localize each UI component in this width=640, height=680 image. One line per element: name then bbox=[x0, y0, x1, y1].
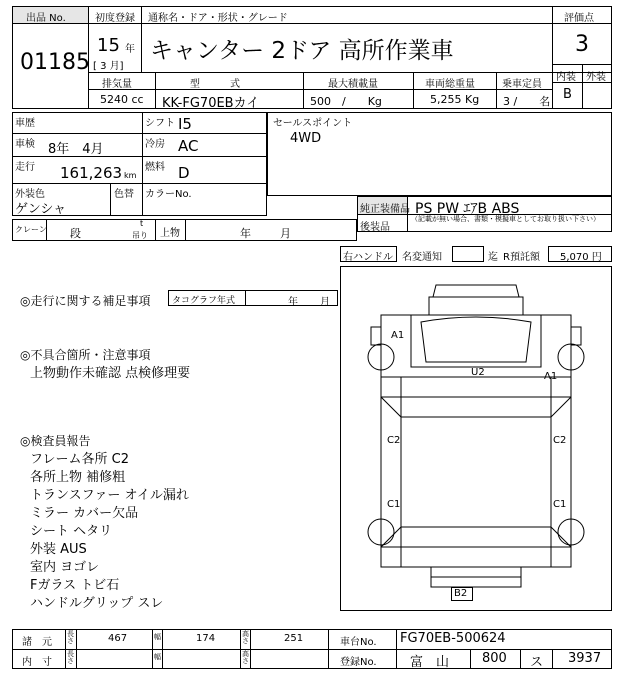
rating-label: 評価点 bbox=[564, 13, 594, 24]
equipment-value: PS PW ｴｱB ABS bbox=[415, 201, 520, 217]
tacho-month: 月 bbox=[320, 297, 330, 308]
interior-grade: B bbox=[563, 87, 572, 102]
crane-stage: 段 bbox=[70, 227, 81, 240]
exterior-label: 外装 bbox=[586, 72, 606, 83]
reg-area: 富 山 bbox=[410, 655, 450, 670]
model-name: キャンター 2ドア 高所作業車 bbox=[150, 38, 454, 64]
fuel-label: 燃料 bbox=[145, 162, 165, 173]
first-reg-year-unit: 年 bbox=[125, 44, 135, 55]
type-value: KK-FG70EBカイ bbox=[162, 96, 260, 111]
shift-label: シフト bbox=[145, 118, 175, 129]
tacho-year: 年 bbox=[288, 297, 298, 308]
dims-label: 諸 元 bbox=[22, 637, 52, 648]
length-label: 長さ bbox=[67, 630, 74, 645]
interior-label: 内装 bbox=[556, 72, 576, 83]
upper-label: 上物 bbox=[160, 228, 180, 239]
sales-point-label: セールスポイント bbox=[273, 118, 353, 129]
type-label: 型 式 bbox=[190, 79, 240, 90]
gross-weight-value: 5,255 Kg bbox=[430, 93, 480, 106]
damage-label: C2 bbox=[387, 435, 401, 446]
crane-tons-bottom: 吊り bbox=[132, 231, 148, 240]
inspection-value: 8年 4月 bbox=[48, 142, 104, 157]
inner-length-label: 長さ bbox=[67, 650, 74, 665]
height-value: 251 bbox=[284, 633, 304, 644]
color-no-label: 色替 bbox=[114, 189, 134, 200]
displacement-value: 5240 cc bbox=[100, 93, 144, 106]
r-amount-value: 5,070 円 bbox=[560, 252, 602, 263]
reg-number: 3937 bbox=[568, 651, 602, 666]
reg-class: 800 bbox=[482, 651, 507, 666]
damage-label: C1 bbox=[553, 499, 567, 510]
gross-weight-label: 車両総重量 bbox=[425, 79, 475, 90]
tacho-label: タコグラフ年式 bbox=[172, 296, 236, 306]
lot-number: 01185 bbox=[20, 50, 90, 75]
mileage-value: 161,263 bbox=[60, 164, 123, 182]
color-value: ゲンシャ bbox=[15, 202, 67, 217]
displacement-label: 排気量 bbox=[102, 79, 132, 90]
lot-no-label: 出品 No. bbox=[26, 13, 66, 24]
ext-label: 迄 bbox=[488, 252, 498, 263]
truck-outline-icon bbox=[341, 267, 611, 610]
equipment-label: 純正装備品 bbox=[360, 204, 410, 215]
inner-label: 内 寸 bbox=[22, 657, 52, 668]
ac-label: 冷房 bbox=[145, 139, 165, 150]
driving-title: ◎走行に関する補足事項 bbox=[20, 294, 151, 308]
name-change-box bbox=[452, 246, 484, 262]
report-line: Fガラス トビ石 bbox=[30, 578, 120, 593]
color-label: 外装色 bbox=[15, 189, 45, 200]
reg-kana: ス bbox=[530, 655, 544, 670]
report-line: トランスファー オイル漏れ bbox=[30, 488, 189, 503]
report-line: 各所上物 補修粗 bbox=[30, 470, 126, 485]
sales-point-value: 4WD bbox=[290, 131, 322, 146]
crane-label: クレーン bbox=[15, 225, 47, 234]
mileage-unit: km bbox=[124, 171, 137, 180]
report-line: 室内 ヨゴレ bbox=[30, 560, 100, 575]
name-change-label: 名変通知 bbox=[402, 252, 442, 263]
width-value: 174 bbox=[196, 633, 216, 644]
chassis-label: 車台No. bbox=[340, 637, 377, 648]
report-line: 外装 AUS bbox=[30, 542, 87, 557]
damage-label: C2 bbox=[553, 435, 567, 446]
crane-tons-top: t bbox=[140, 219, 144, 228]
ac-value: AC bbox=[178, 137, 199, 155]
history-label: 車歴 bbox=[15, 118, 35, 129]
name-label: 通称名・ドア・形状・グレード bbox=[148, 13, 288, 24]
report-line: シート ヘタリ bbox=[30, 524, 113, 539]
fuel-value: D bbox=[178, 164, 190, 182]
reg-label: 登録No. bbox=[340, 657, 377, 668]
length-value: 467 bbox=[108, 633, 128, 644]
first-reg-month: [ 3 月] bbox=[93, 61, 124, 72]
inner-height-label: 高さ bbox=[242, 650, 249, 665]
capacity-value: 3 / 名 bbox=[503, 95, 551, 108]
damage-label: C1 bbox=[387, 499, 401, 510]
vehicle-diagram bbox=[340, 266, 612, 611]
inner-width-label: 幅 bbox=[154, 653, 161, 661]
aftermarket-note: （記載が無い場合、書類・模擬車としてお取り扱い下さい） bbox=[411, 215, 600, 223]
shift-value: I5 bbox=[178, 115, 192, 133]
upper-year: 年 bbox=[240, 227, 251, 240]
aftermarket-label: 後装品 bbox=[360, 222, 390, 233]
first-reg-year: 15 bbox=[97, 35, 120, 56]
max-load-label: 最大積載量 bbox=[328, 79, 378, 90]
mileage-label: 走行 bbox=[15, 162, 35, 173]
report-line: ハンドルグリップ スレ bbox=[30, 596, 164, 611]
defect-text: 上物動作未確認 点検修理要 bbox=[30, 366, 191, 381]
rating-value: 3 bbox=[575, 32, 589, 57]
report-title: ◎検査員報告 bbox=[20, 434, 91, 448]
max-load-value: 500 / Kg bbox=[310, 95, 382, 108]
inspection-label: 車検 bbox=[15, 139, 35, 150]
height-label: 高さ bbox=[242, 630, 249, 645]
capacity-label: 乗車定員 bbox=[502, 79, 542, 90]
color-code-label: カラーNo. bbox=[145, 189, 192, 200]
defect-title: ◎不具合箇所・注意事項 bbox=[20, 348, 151, 362]
report-line: フレーム各所 C2 bbox=[30, 452, 129, 467]
damage-label: B2 bbox=[454, 588, 468, 599]
chassis-value: FG70EB-500624 bbox=[400, 631, 506, 646]
damage-label: U2 bbox=[471, 367, 485, 378]
first-reg-label: 初度登録 bbox=[95, 13, 135, 24]
width-label: 幅 bbox=[154, 633, 161, 641]
damage-label: A1 bbox=[544, 371, 558, 382]
upper-month: 月 bbox=[280, 227, 291, 240]
report-line: ミラー カバー欠品 bbox=[30, 506, 139, 521]
damage-label: A1 bbox=[391, 330, 405, 341]
r-cert-label: R預託額 bbox=[503, 252, 540, 263]
